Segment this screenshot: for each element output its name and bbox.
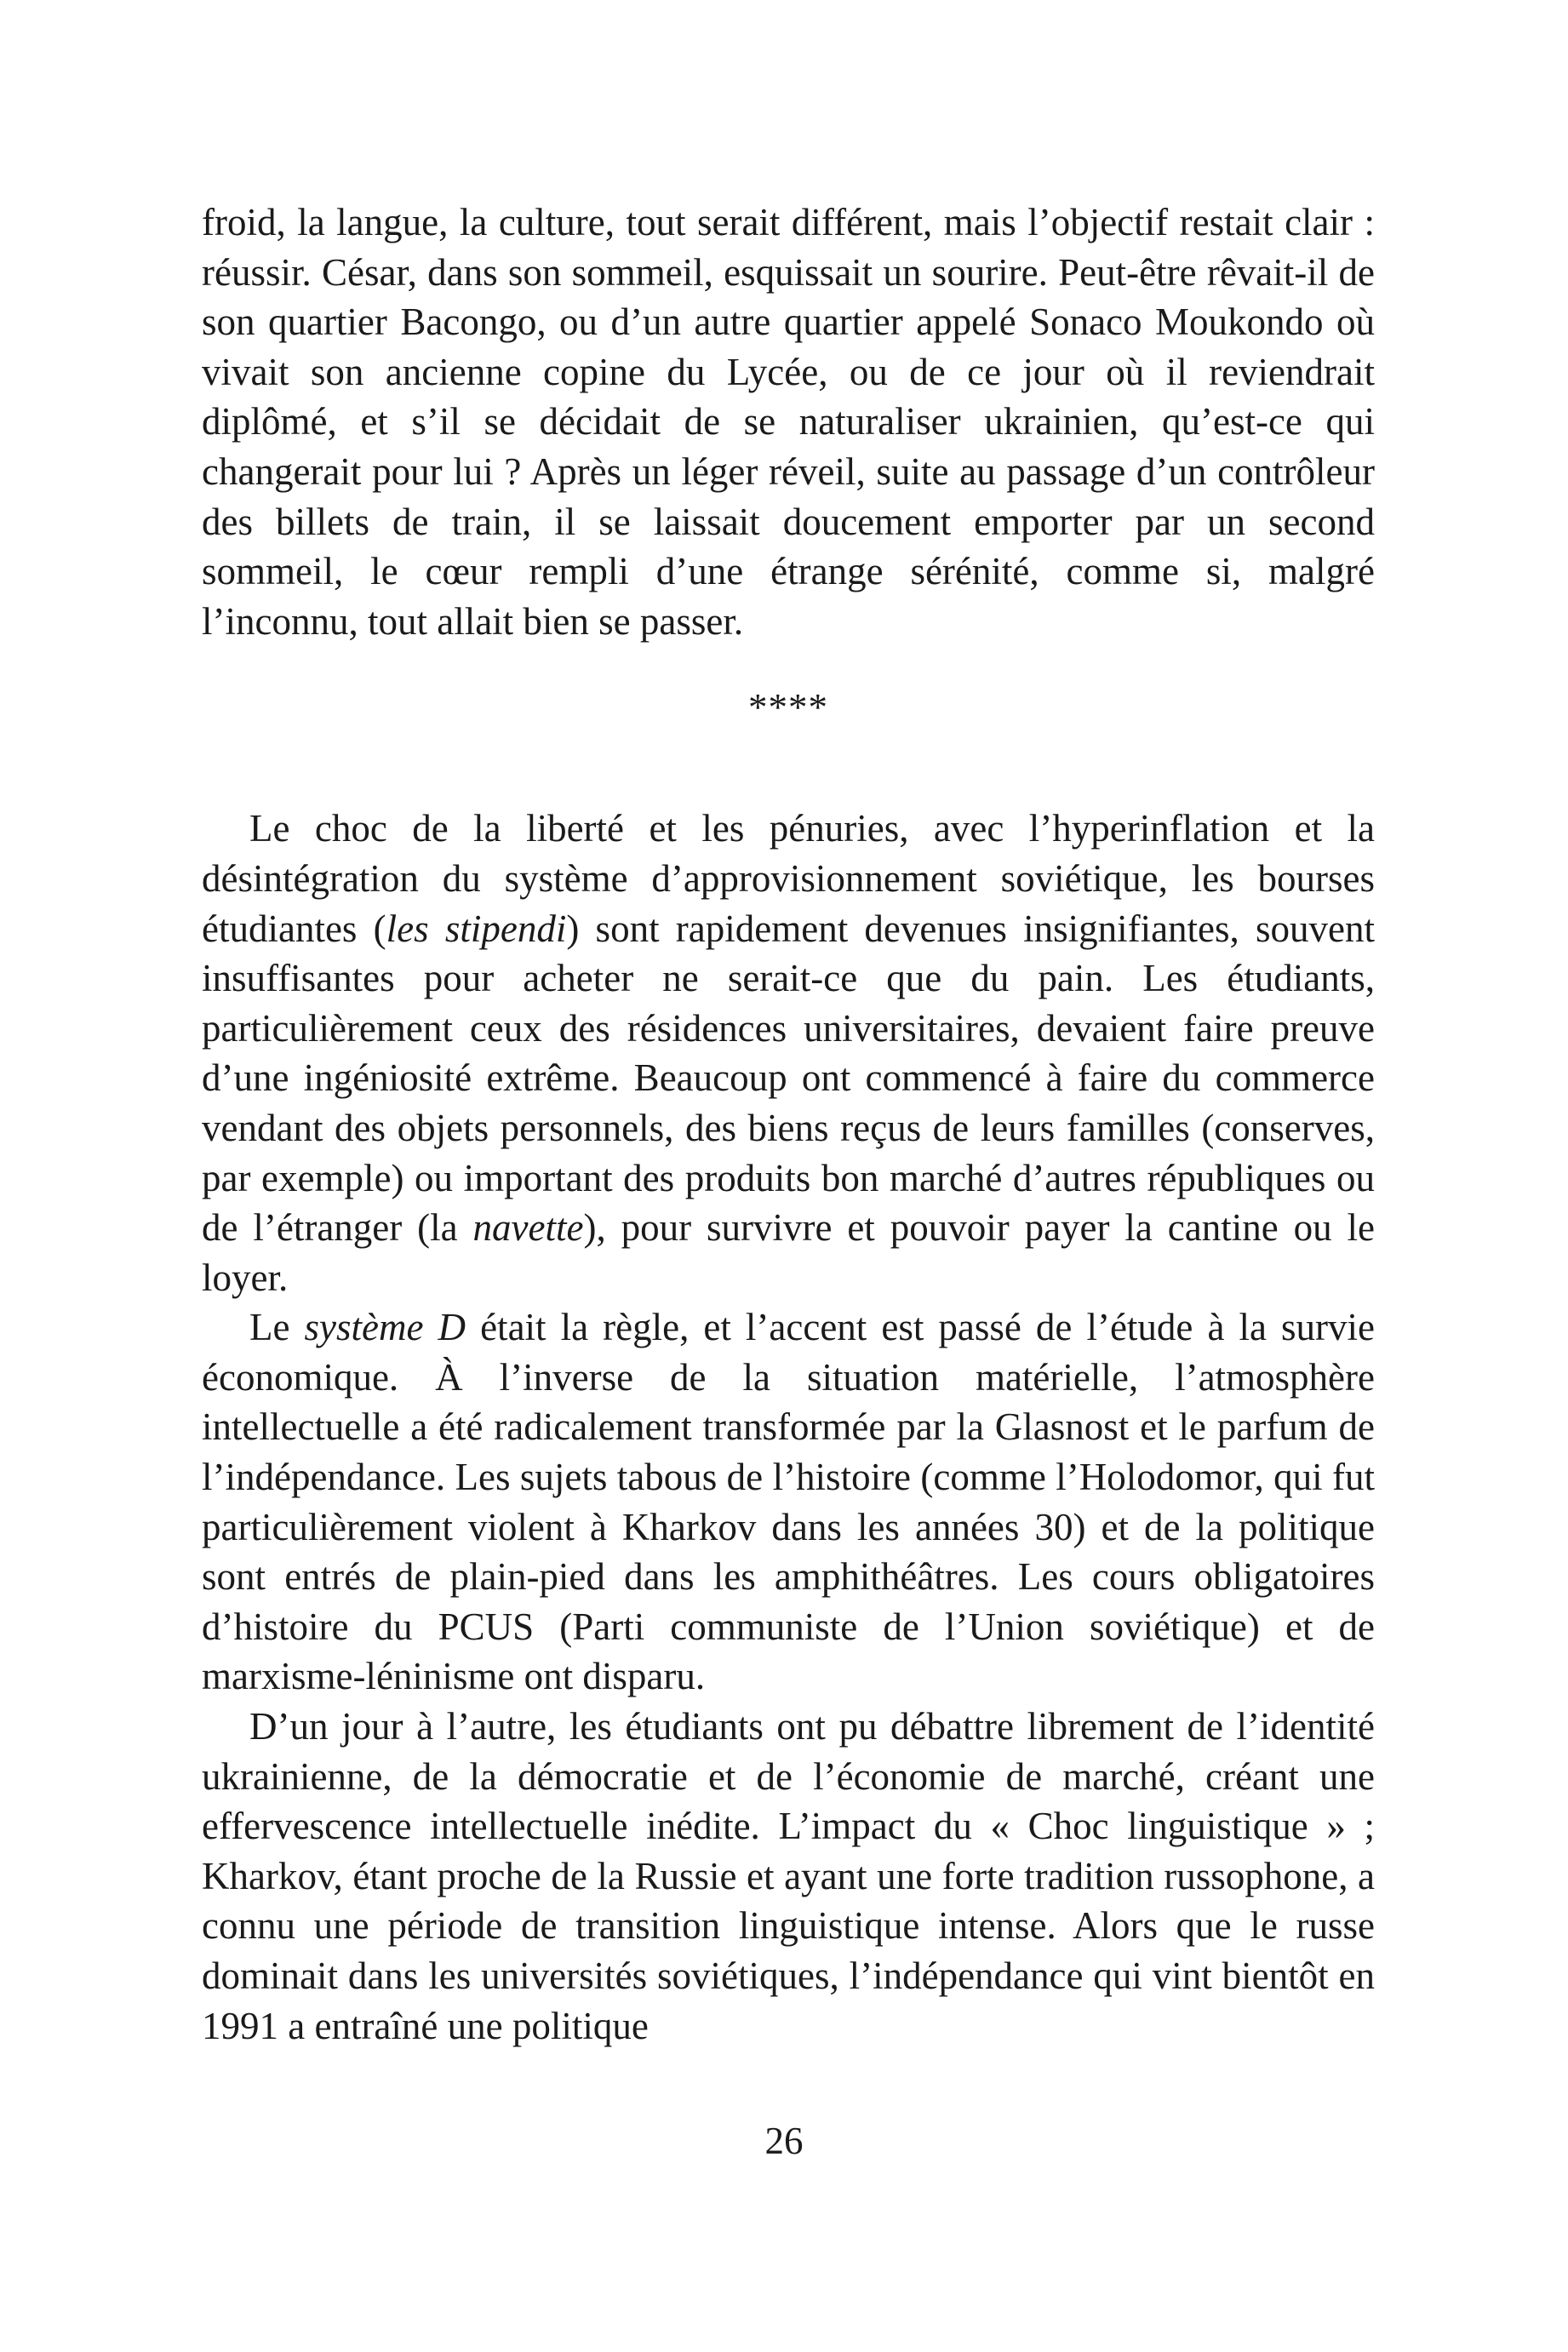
section-separator: **** — [748, 686, 828, 730]
page-body — [202, 197, 1375, 2051]
text-run: Le choc de la liberté et les pénuries, avec l’hyperinflation et la désintégration du système d’approvisionnement soviétique, les bourses étudiantes ( — [202, 807, 1375, 950]
paragraph-3 — [202, 1302, 1375, 1702]
paragraph-2 — [202, 804, 1375, 1302]
text-run: froid, la langue, la culture, tout serait différent, mais l’objectif restait clair : réussir. César, dans son sommeil, esquissait un sourire. Peut-être rêvait-il de son quartier Bacongo, ou d’un autre quartier appelé Sonaco Moukondo où vivait son ancienne copine du Lycée, ou de ce jour où il reviendrait diplômé, et s’il se décidait de se naturaliser ukrainien, qu’est-ce qui changerait pour lui ? Après un léger réveil, suite au passage d’un contrôleur des billets de train, il se laissait doucement emporter par un second sommeil, le cœur rempli d’une étrange sérénité, comme si, malgré l’inconnu, tout allait bien se passer. — [202, 201, 1375, 643]
text-run: était la règle, et l’accent est passé de l’étude à la survie économique. À l’inverse de la situation matérielle, l’atmosphère intellectuelle a été radicalement transformée par la Glasnost et le parfum de l’indépendance. Les sujets tabous de l’histoire (comme l’Holodomor, qui fut particulièrement violent à Kharkov dans les années 30) et de la politique sont entrés de plain-pied dans les amphithéâtres. Les cours obligatoires d’histoire du PCUS (Parti communiste de l’Union soviétique) et de marxisme-léninisme ont disparu. — [202, 1306, 1375, 1698]
text-run: Le — [249, 1306, 305, 1349]
text-run: D’un jour à l’autre, les étudiants ont pu débattre librement de l’identité ukrainienne, de la démocratie et de l’économie de marché, créant une effervescence intellectuelle inédite. L’impact du « Choc linguistique » ; Kharkov, étant proche de la Russie et ayant une forte tradition russophone, a connu une période de transition linguistique intense. Alors que le russe dominait dans les universités soviétiques, l’indépendance qui vint bientôt en 1991 a entraîné une politique — [202, 1705, 1375, 2047]
italic-term: les stipendi — [386, 907, 567, 950]
page-number: 26 — [764, 2120, 804, 2162]
text-run: ), pour survivre et pouvoir payer la cantine ou le loyer. — [202, 1206, 1375, 1299]
italic-term: navette — [472, 1206, 584, 1250]
text-run: ) sont rapidement devenues insignifiantes, souvent insuffisantes pour acheter ne serait-ce que du pain. Les étudiants, particulièrement ceux des résidences universitaires, devaient faire preuve d’une ingéniosité extrême. Beaucoup ont commencé à faire du commerce vendant des objets personnels, des biens reçus de leurs familles (conserves, par exemple) ou important des produits bon marché d’autres républiques ou de l’étranger (la — [202, 907, 1375, 1250]
paragraph-1 — [202, 197, 1375, 646]
italic-term: système D — [304, 1306, 466, 1349]
paragraph-4 — [202, 1702, 1375, 2051]
